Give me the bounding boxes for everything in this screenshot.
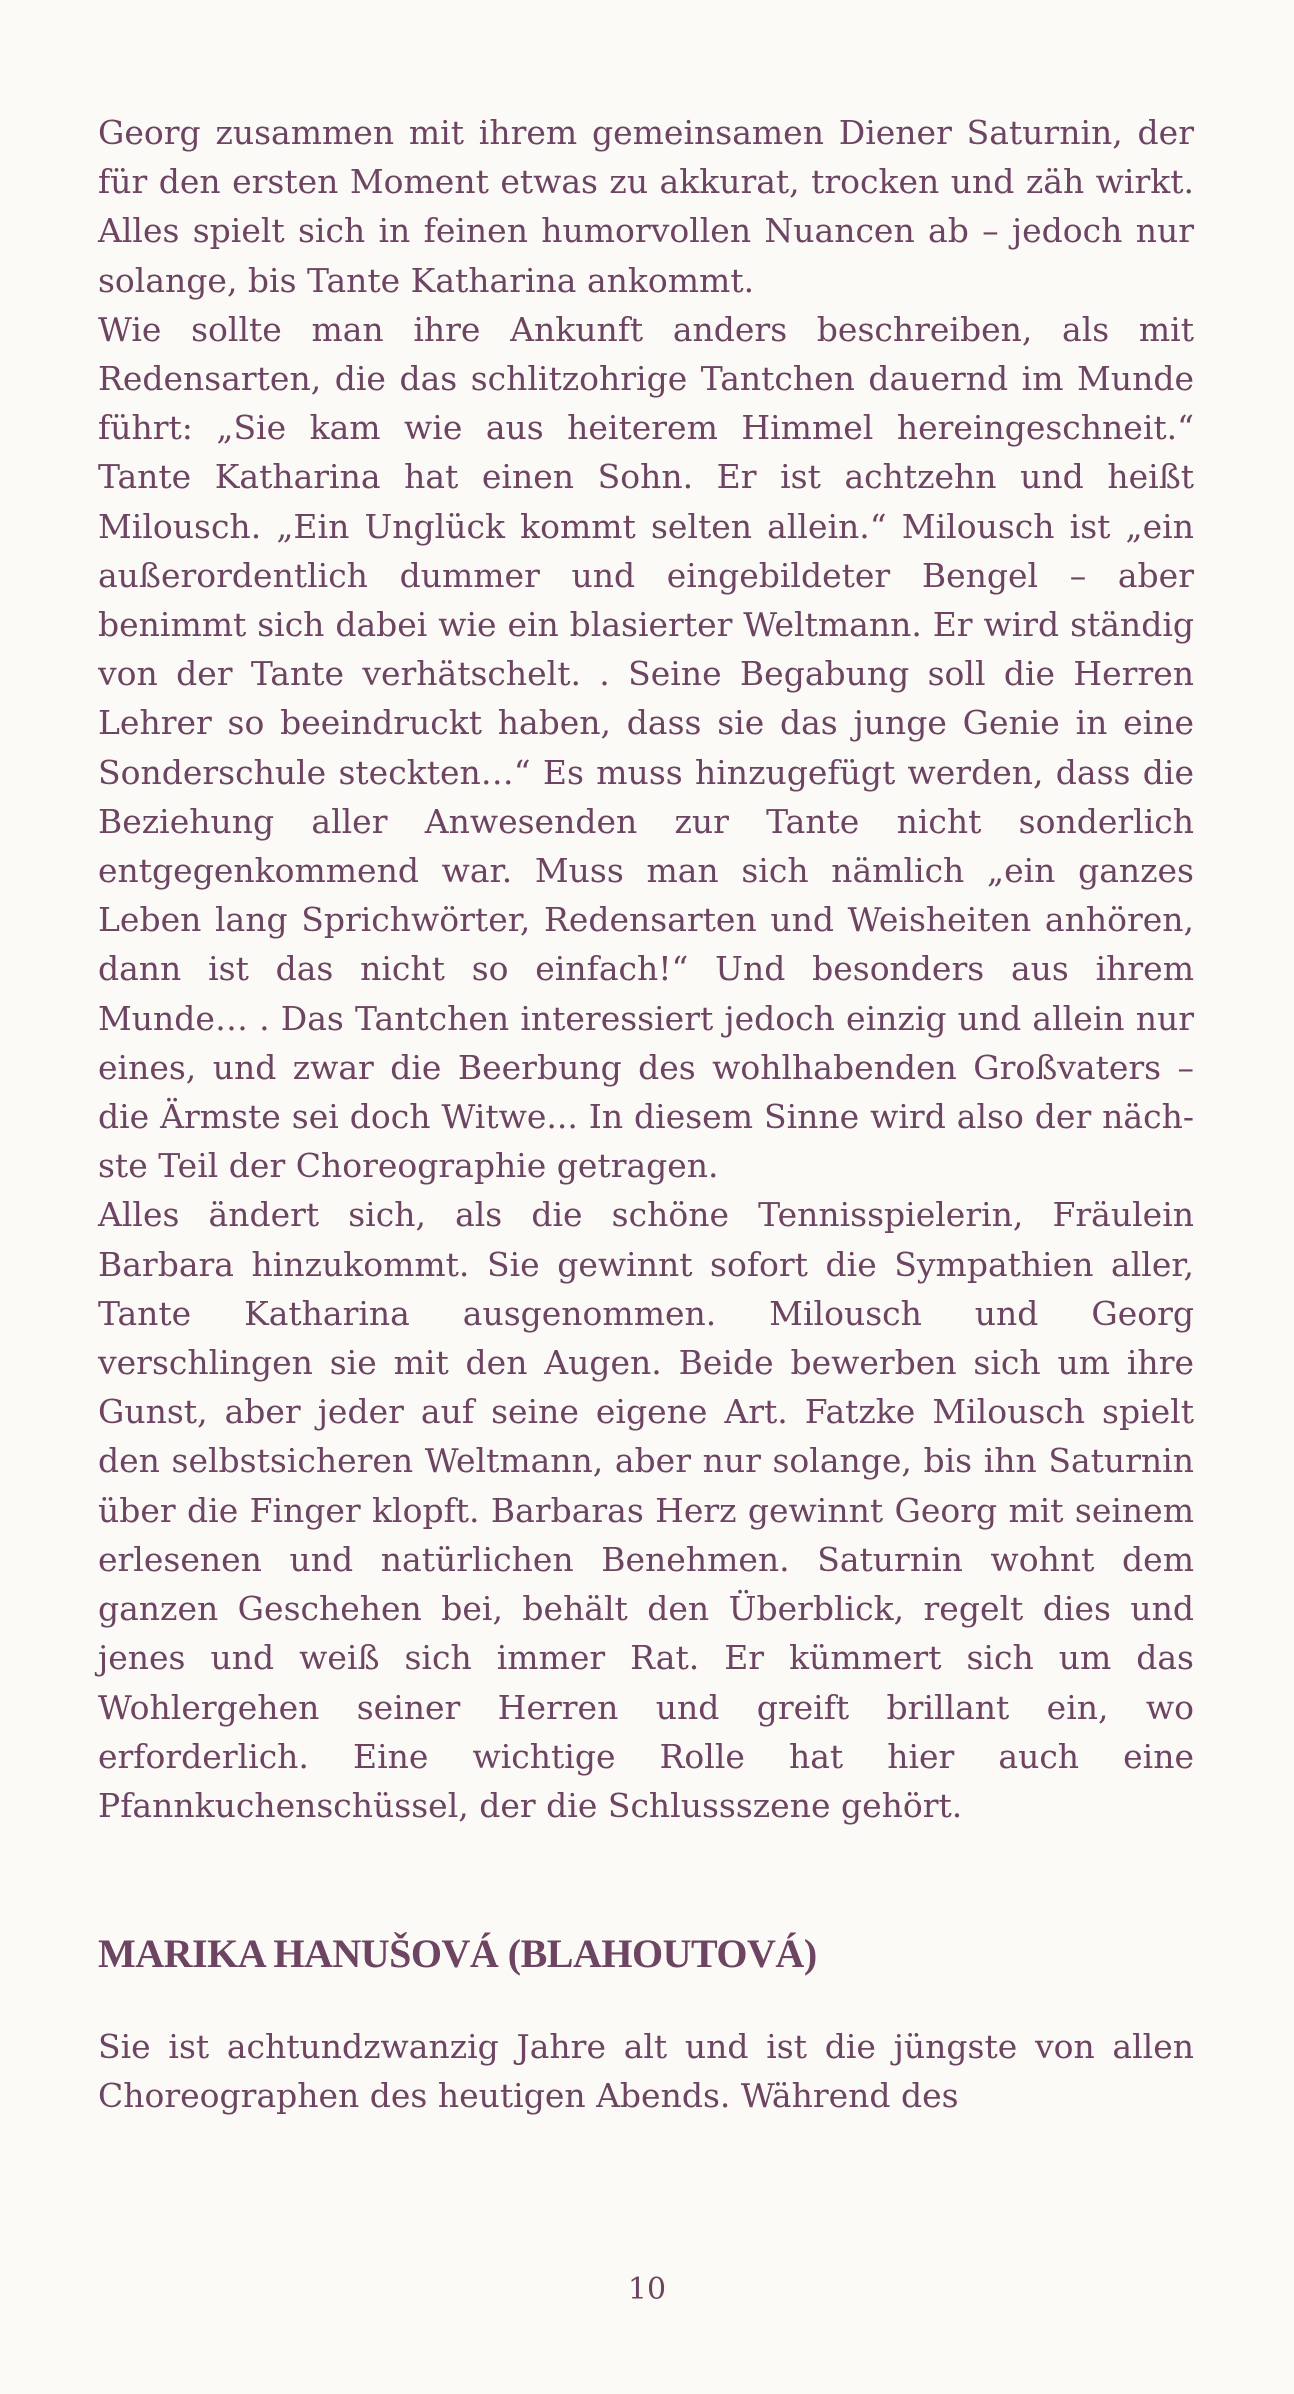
heading-spacer bbox=[98, 1982, 1194, 2022]
body-paragraph-3: Alles ändert sich, als die schöne Tennisspielerin, Fräulein Barbara hinzukommt. Sie gewinnt sofort die Sympathien aller, Tante Katharina ausgenommen. Milousch und Georg verschlingen sie mit den Augen. Beide bewerben sich um ihre Gunst, aber jeder auf seine eigene Art. Fatzke Milousch spielt den selbstsicheren Weltmann, aber nur solange, bis ihn Saturnin über die Finger klopft. Barbaras Herz gewinnt Georg mit seinem erlesenen und natürlichen Benehmen. Saturnin wohnt dem ganzen Geschehen bei, behält den Überblick, regelt dies und jenes und weiß sich immer Rat. Er kümmert sich um das Wohlergehen seiner Herren und greift brillant ein, wo erforderlich. Eine wichtige Rolle hat hier auch eine Pfannkuchenschüssel, der die Schlussszene gehört. bbox=[98, 1195, 1194, 1825]
page-number: 10 bbox=[627, 2272, 667, 2307]
section-paragraph: Sie ist achtundzwanzig Jahre alt und ist die jüngste von allen Choreographen des heutigen Abends. Während des bbox=[98, 2027, 1194, 2116]
section-heading: MARIKA HANUŠOVÁ (BLAHOUTOVÁ) bbox=[98, 1931, 817, 1977]
document-page bbox=[98, 108, 1194, 2121]
body-paragraph-2: Wie sollte man ihre Ankunft anders beschreiben, als mit Redensarten, die das schlitzohrige Tantchen dauernd im Munde führt: „Sie kam wie aus heiterem Himmel hereingeschneit.“ Tante Katharina hat einen Sohn. Er ist achtzehn und heißt Milousch. „Ein Unglück kommt selten allein.“ Milousch ist „ein außerordentlich dummer und eingebildeter Bengel – aber benimmt sich dabei wie ein blasierter Weltmann. Er wird ständig von der Tante verhätschelt. . Seine Begabung soll die Herren Lehrer so beeindruckt haben, dass sie das junge Genie in eine Sonderschule steckten…“ Es muss hinzugefügt werden, dass die Beziehung aller Anwesenden zur Tante nicht sonderlich entgegenkommend war. Muss man sich nämlich „ein ganzes Leben lang Sprichwörter, Redensarten und Weisheiten anhören, dann ist das nicht so einfach!“ Und besonders aus ihrem Munde… . Das Tantchen interessiert jedoch einzig und allein nur eines, und zwar die Beerbung des wohlhabenden Großvaters – die Ärmste sei doch Witwe... In diesem Sinne wird also der nächste Teil der Choreographie getragen. bbox=[98, 309, 1194, 1186]
body-paragraph-1: Georg zusammen mit ihrem gemeinsamen Diener Saturnin, der für den ersten Moment etwas zu akkurat, trocken und zäh wirkt. Alles spielt sich in feinen humorvollen Nuancen ab – jedoch nur solange, bis Tante Katharina ankommt. bbox=[98, 113, 1194, 300]
